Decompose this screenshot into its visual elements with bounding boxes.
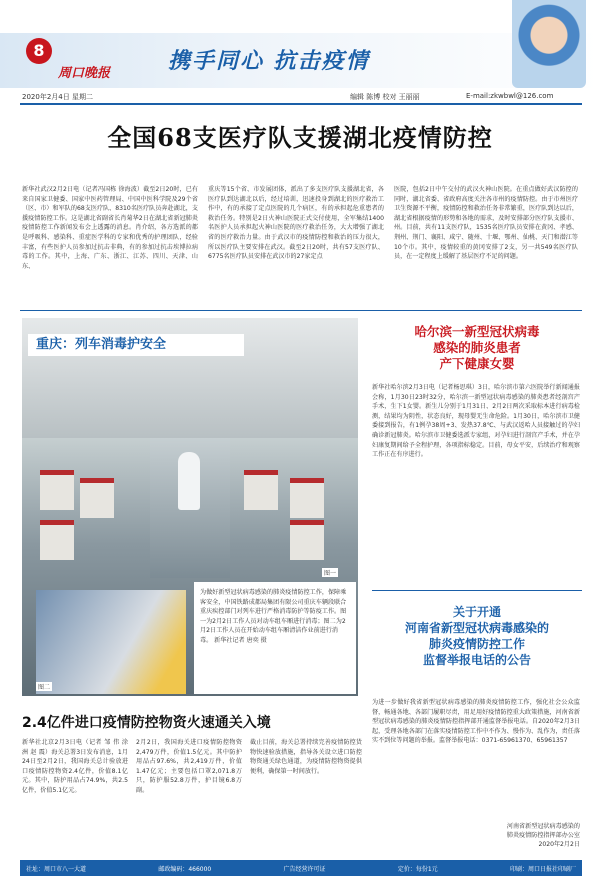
lead-article-column: 医院，包括2日中午交付的武汉火神山医院。在重点做好武汉防控的同时，湖北省委、省政府高度关注各市州的疫情防控。由于市州医疗卫生资源不平衡，疫情防控和救治任务非常繁重，医疗队到达以后，湖北省根据疫情的形势和各地的需求，及时安排部分医疗队支援市、州。目前，共有11支医疗队，1535名医疗队员安排在黄冈、孝感、荆州、荆门、襄阳、咸宁、随州、十堰、鄂州、仙桃、天门和潜江等10个市。其中，疫情较重的黄冈安排了2支，另一共549名医疗队员，在一定程度上缓解了基层医疗不足的问题。 — [394, 186, 578, 261]
customs-article-column: 截止目前，海关总署持续完善疫情防控货物快速验放措施，指导各关设立进口防控物资通关绿色通道，为疫情防控物资提供便利，确保第一时间放行。 — [250, 739, 362, 775]
disinfection-worker — [178, 452, 200, 510]
customs-article-column: 2月2日，我国海关进口疫情防控物资2,479万件，价值1.5亿元。其中防护用品占97.6%，共2,419万件，价值1.47亿元；主要包括口罩2,071.8万只，防护服52.8万件，护目镜6.8万副。 — [136, 739, 242, 794]
paper-name: 周口晚报 — [58, 66, 111, 81]
footer-item: 印刷：周口日报社印刷厂 — [509, 865, 576, 873]
uv-disinfection-photo — [36, 590, 186, 694]
signature-line: 2020年2月2日 — [538, 841, 580, 848]
title-line: 感染的肺炎患者 — [433, 340, 521, 355]
photo-caption — [194, 582, 356, 694]
signature-line: 河南省新型冠状病毒感染的 — [506, 823, 580, 830]
lead-article-column: 重庆等15个省、市发展团体，派出了多支医疗队支援湖北省，各医疗队到达湖北以后，经过培训，迅速投身到湖北的医疗救治工作中，有的承接了定点医院的几个病区，有的承担起危重患者的救治任务。特别是2日火神山医院正式交付使用，全军集结1400名医护人员承担起火神山医院的医疗救治任务，大大增强了湖北省的医疗救治力量。由于武汉市的疫情防控和救治的压力很大，所以医疗队主要安排在武汉。截至2日20时，共有57支医疗队、6775名医疗队员安排在武汉市的27家定点 — [208, 186, 384, 261]
main-headline: 全国68支医疗队支援湖北疫情防控 — [107, 123, 493, 152]
dateline: 2020年2月4日 星期二 — [22, 93, 93, 101]
train-seat — [290, 478, 324, 518]
train-seat — [80, 478, 114, 518]
footer-item: 邮政编码：466000 — [158, 865, 212, 873]
customs-article-title: 2.4亿件进口疫情防控物资火速通关入境 — [22, 715, 271, 731]
title-line: 产下健康女婴 — [439, 356, 515, 371]
title-line: 肺炎疫情防控工作 — [428, 637, 525, 651]
caption-text: 为做好新型冠状病毒感染的肺炎疫情防控工作，保障乘客安全，中国铁路成都局集团有限公司重庆车辆段联合重庆疾控部门对列车进行严格消毒防护等防疫工作。图一为2月2日工作人员对动车组车厢进行消毒；图二为2月2日工作人员在开始动车组车厢清洁作业前进行消毒。 — [200, 589, 347, 644]
photo-label: 图二 — [38, 684, 51, 691]
editor-credit: 编辑 陈博 校对 王丽丽 — [350, 93, 420, 101]
nurse-portrait-image — [512, 0, 586, 88]
train-seat — [244, 470, 278, 510]
title-line: 关于开通 — [452, 605, 501, 619]
notice-signature — [440, 822, 580, 849]
page-number: 8 — [26, 38, 52, 64]
photo-credit: 新华社记者 唐奕 摄 — [214, 636, 267, 644]
harbin-article-title — [372, 324, 582, 372]
footer-item: 广告经营许可证 — [283, 865, 326, 873]
signature-line: 肺炎疫情防控指挥部办公室 — [506, 832, 580, 839]
footer-item: 定价：每份1元 — [397, 865, 438, 873]
page-footer — [20, 860, 582, 876]
harbin-article-body: 新华社哈尔滨2月3日电（记者杨思琪）3日，哈尔滨市第六医院举行新闻通报会称，1月30日23时32分，哈尔滨一新型冠状病毒感染的肺炎患者经剖宫产手术，生下1女婴。新生儿分别于1月31日、2月2日两次采取标本进行病毒检测，结果均为阴性，状态良好，现母婴无生命危险。1月30日，哈尔滨市卫健委接到报告，有1例孕38周+3、发热37.8℃、与武汉返哈人员接触过的孕妇确诊新冠肺炎。哈尔滨市卫健委选派专家组，对孕妇进行剖宫产手术，并在孕妇康复期间给予全程护理，各项指标稳定。目前，母女平安，后续治疗和观察工作正在有序进行。 — [372, 384, 580, 459]
train-seat — [40, 520, 74, 560]
editor-email: E-mail:zkwbwl@126.com — [466, 92, 554, 100]
masthead — [0, 0, 600, 110]
title-line: 监督举报电话的公告 — [422, 653, 531, 667]
section-divider — [20, 310, 582, 311]
section-divider — [372, 590, 582, 591]
photo-story-title: 重庆：列车消毒护安全 — [28, 334, 244, 356]
footer-item: 社址：周口市八一大道 — [26, 865, 87, 873]
section-slogan: 携手同心 抗击疫情 — [168, 48, 370, 74]
notice-title — [372, 604, 582, 668]
photo-label: 图一 — [324, 570, 337, 577]
title-line: 哈尔滨一新型冠状病毒 — [414, 324, 540, 339]
title-line: 河南省新型冠状病毒感染的 — [404, 621, 549, 635]
customs-article-column: 新华社北京2月3日电（记者 邹 伟 涂 洲 赵 震）海关总署3日发布消息，1月24日至2月2日，我国海关总计验放进口疫情防控物资2.4亿件，价值8.1亿元。其中，防护用品占74.9%，共2.5亿件，价值5.1亿元。 — [22, 739, 128, 794]
header-rule — [20, 103, 582, 105]
lead-article-column: 新华社武汉2月2日电（记者冯国栋 徐海波）截至2日20时，已有来自国家卫健委、国家中医药管理局、中国中医科学院及29个省（区、市）和军队的68支医疗队、8310名医疗队员奔赴湖北，支援疫情防控工作。这是湖北省副省长肖菊华2日在湖北省新冠肺炎疫情防控工作新闻发布会上透露的消息。肖介绍，各方选派的都是呼吸科、感染科、重症医学科的专家和优秀的护理团队，经验丰富，有些医护人员参加过抗击非典，有的参加过抗击埃博拉病毒的工作。其中，上海、广东、浙江、江苏、四川、天津、山东、 — [22, 186, 198, 270]
train-seat — [40, 470, 74, 510]
notice-body: 为进一步做好我省新型冠状病毒感染的肺炎疫情防控工作，强化社会公众监督，畅通各地、各部门履职尽责，用足用好疫情防控重大政策措施，河南省新型冠状病毒感染的肺炎疫情防控指挥部开通监督举报电话。自2020年2月3日起，受理各地各部门在落实疫情防控工作中不作为、慢作为、乱作为，责任落实不到位等问题的举报。监督举报电话：0371-65961370、65961357 — [372, 699, 580, 745]
train-seat — [290, 520, 324, 560]
